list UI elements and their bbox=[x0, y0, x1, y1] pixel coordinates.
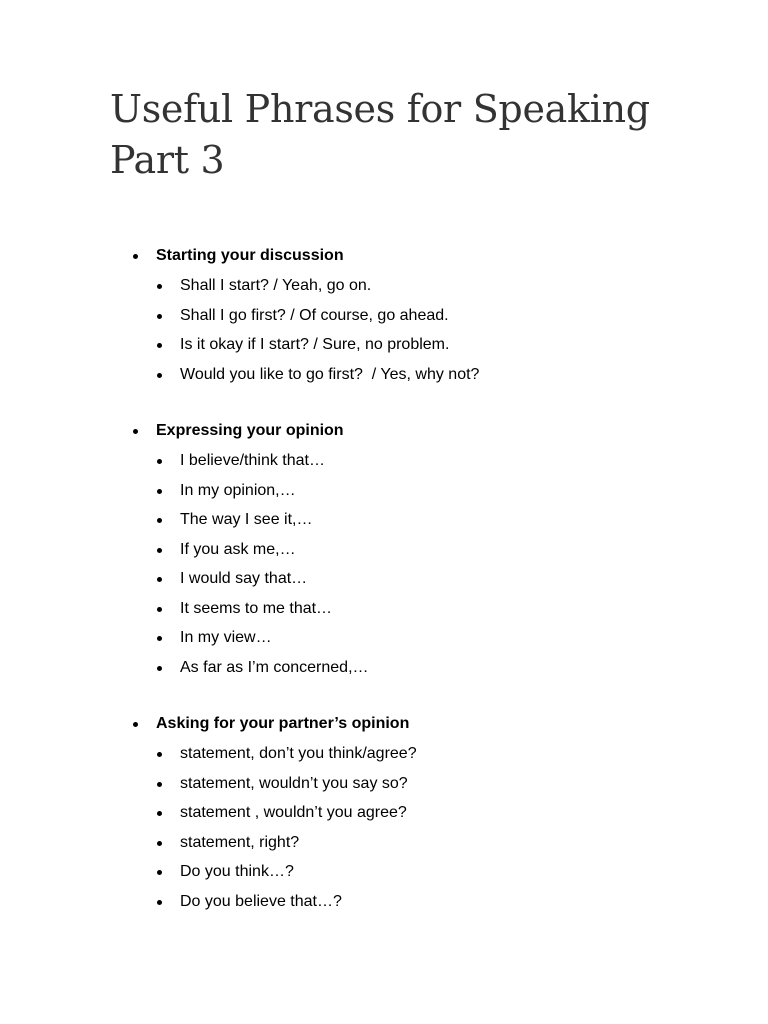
section-expressing-opinion bbox=[0, 415, 768, 682]
list-item bbox=[0, 476, 768, 506]
list-item bbox=[0, 594, 768, 624]
list-item bbox=[0, 887, 768, 917]
phrase-text: statement, don’t you think/agree? bbox=[180, 745, 417, 762]
bullet-icon bbox=[133, 429, 138, 434]
section-heading-row bbox=[0, 415, 768, 446]
section-heading: Asking for your partner’s opinion bbox=[156, 715, 410, 732]
phrase-text: Do you believe that…? bbox=[180, 892, 342, 910]
section-starting-discussion bbox=[0, 240, 768, 389]
section-asking-partner-opinion bbox=[0, 708, 768, 916]
list-item bbox=[0, 564, 768, 594]
bullet-icon bbox=[157, 841, 162, 846]
list-item bbox=[0, 857, 768, 887]
bullet-icon bbox=[157, 577, 162, 582]
bullet-icon bbox=[157, 782, 162, 787]
title-line-2: Part 3 bbox=[110, 138, 225, 182]
phrase-text: As far as I’m concerned,… bbox=[180, 658, 369, 676]
list-item bbox=[0, 623, 768, 653]
phrase-sections bbox=[0, 240, 768, 942]
phrase-text: Shall I go first? / Of course, go ahead. bbox=[180, 306, 449, 324]
bullet-icon bbox=[133, 254, 138, 259]
title-line-1: Useful Phrases for Speaking bbox=[110, 87, 650, 131]
bullet-icon bbox=[157, 548, 162, 553]
bullet-icon bbox=[157, 666, 162, 671]
list-item bbox=[0, 271, 768, 301]
phrase-text: I believe/think that… bbox=[180, 452, 325, 469]
phrase-text: Shall I start? / Yeah, go on. bbox=[180, 277, 372, 294]
bullet-icon bbox=[157, 607, 162, 612]
list-item bbox=[0, 330, 768, 360]
list-item bbox=[0, 798, 768, 828]
bullet-icon bbox=[157, 752, 162, 757]
bullet-icon bbox=[157, 518, 162, 523]
section-heading-row bbox=[0, 240, 768, 271]
phrase-text: statement , wouldn’t you agree? bbox=[180, 804, 407, 821]
section-heading: Starting your discussion bbox=[156, 247, 344, 264]
bullet-icon bbox=[157, 900, 162, 905]
list-item bbox=[0, 739, 768, 769]
phrase-text: Is it okay if I start? / Sure, no problem. bbox=[180, 336, 450, 353]
phrase-text: In my view… bbox=[180, 629, 272, 646]
phrase-text: statement, wouldn’t you say so? bbox=[180, 774, 408, 792]
list-item bbox=[0, 505, 768, 535]
bullet-icon bbox=[157, 314, 162, 319]
bullet-icon bbox=[157, 459, 162, 464]
phrase-text: statement, right? bbox=[180, 833, 300, 851]
section-heading-row bbox=[0, 708, 768, 739]
bullet-icon bbox=[157, 636, 162, 641]
phrase-text: The way I see it,… bbox=[180, 511, 313, 528]
page-title bbox=[110, 84, 710, 186]
bullet-icon bbox=[157, 870, 162, 875]
bullet-icon bbox=[133, 722, 138, 727]
phrase-text: I would say that… bbox=[180, 570, 308, 587]
bullet-icon bbox=[157, 489, 162, 494]
bullet-icon bbox=[157, 811, 162, 816]
list-item bbox=[0, 446, 768, 476]
phrase-text: In my opinion,… bbox=[180, 481, 296, 499]
list-item bbox=[0, 301, 768, 331]
phrase-text: Do you think…? bbox=[180, 863, 294, 880]
phrase-text: It seems to me that… bbox=[180, 599, 333, 617]
phrase-text: If you ask me,… bbox=[180, 540, 296, 558]
bullet-icon bbox=[157, 373, 162, 378]
list-item bbox=[0, 828, 768, 858]
section-heading: Expressing your opinion bbox=[156, 422, 344, 439]
bullet-icon bbox=[157, 343, 162, 348]
list-item bbox=[0, 535, 768, 565]
list-item bbox=[0, 360, 768, 390]
bullet-icon bbox=[157, 284, 162, 289]
list-item bbox=[0, 769, 768, 799]
phrase-text: Would you like to go first? / Yes, why not? bbox=[180, 365, 480, 383]
list-item bbox=[0, 653, 768, 683]
